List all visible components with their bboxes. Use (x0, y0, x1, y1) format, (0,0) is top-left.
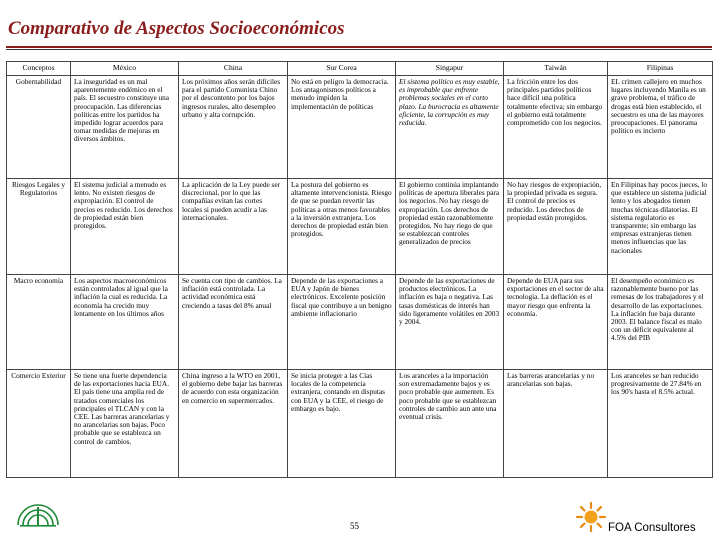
table-row (7, 275, 713, 370)
table-cell: Los aspectos macroeconómicos están controlados al igual que la inflación la cual es reducida. La economía ha crecido muy lentamente en los últimos años (71, 275, 179, 370)
column-header: China (179, 62, 288, 76)
table-cell: China ingreso a la WTO en 2001, el gobierno debe bajar las barreras de acuerdo con esta organización en comercio en supermercados. (179, 370, 288, 478)
row-header: Macro economía (7, 275, 71, 370)
table-cell: Los aranceles a la importación son extremadamente bajos y es poco probable que aumenten. Es poco probable que se establezcan controles de cambio aun ante una eventual crisis. (396, 370, 504, 478)
column-header: Filipinas (608, 62, 713, 76)
table-cell: La fricción entre los dos principales partidos políticos hace difícil una política totalmente efectiva; sin embargo el gobierno está totalmente comprometido con los negocios. (504, 76, 608, 179)
table-cell: El desempeño económico es razonablemente bueno por las remesas de los trabajadores y el desarrollo de las exportaciones. La inflación fue baja durante 2003. El balance fiscal es malo con un déficit equivalente al 4.5% del PIB (608, 275, 713, 370)
table-cell: Las barreras arancelarias y no arancelarias son bajas. (504, 370, 608, 478)
comparison-table (6, 61, 713, 478)
table-cell: La aplicación de la Ley puede ser discrecional, por lo que las compañías evitan las cortes locales si pueden acudir a las internacionales. (179, 179, 288, 275)
table-cell: No está en peligro la democracia. Los antagonismos políticos a menudo impiden la implementación de políticas (288, 76, 396, 179)
table-cell: Los próximos años serán difíciles para el partido Comunista Chino por el descontento por los bajos ingresos rurales, alto desempleo urbano y alta corrupción. (179, 76, 288, 179)
canieti-logo-icon (8, 501, 68, 535)
foa-consultores-brand: FOA Consultores (608, 522, 696, 534)
column-header: Singapur (396, 62, 504, 76)
table-cell: EL crimen callejero en muchos lugares incluyendo Manila es un grave problema, el tráfico de drogas está bien establecido, el secuestro es una de las mayores preocupaciones. El panorama político es incierto (608, 76, 713, 179)
table-cell: Depende de las exportaciones a EUA y Japón de bienes electrónicos. Excelente posición fiscal que contribuye a un benigno ambiente inflacionario (288, 275, 396, 370)
table-cell: El sistema político es muy estable, es improbable que enfrente problemas sociales en el corto plazo. La burocracia es altamente eficiente, la corrupción es muy reducida. (396, 76, 504, 179)
row-header: Riesgos Legales y Regulatorios (7, 179, 71, 275)
title-underline-thin (6, 49, 712, 50)
table-row (7, 76, 713, 179)
table-row (7, 370, 713, 478)
table-cell: Los aranceles se han reducido progresivamente de 27.84% en los 90's hasta el 8.5% actual. (608, 370, 713, 478)
table-cell: Se inicia proteger a las Cías locales de la competencia extranjera, contando en disputas con EUA y la CEE, el riesgo de embargo es bajo. (288, 370, 396, 478)
table-cell: La inseguridad es un mal aparentemente endémico en el país. El secuestro constituye una preocupación. Las diferencias políticas entre los partidos ha impedido lograr acuerdos para tomar medidas de mejoras en diversos ámbitos. (71, 76, 179, 179)
table-cell: Depende de EUA para sus exportaciones en el sector de alta tecnología. La deflación es el mayor riesgo que enfrenta la economía. (504, 275, 608, 370)
column-header: Taiwán (504, 62, 608, 76)
table-cell: Se cuenta con tipo de cambios. La inflación está controlada. La actividad económica está creciendo a tasas del 8% anual (179, 275, 288, 370)
table-cell: El sistema judicial a menudo es lento. No existen riesgos de expropiación. El control de precios es reducido. Los derechos de propiedad están bien protegidos. (71, 179, 179, 275)
page-number: 55 (350, 521, 359, 531)
row-header: Comercio Exterior (7, 370, 71, 478)
table-cell: Se tiene una fuerte dependencia de las exportaciones hacia EUA. El país tiene una amplia red de tratados comerciales los principales el TLCAN y con la CEE. Las barreras arancelarias y no arancelarias son bajas. Poco probable que se establezca un control de cambios. (71, 370, 179, 478)
table-cell: En Filipinas hay pocos jueces, lo que establece un sistema judicial lento y los abogados tienen muchas técnicas dilatorias. El sistema regulatorio es transparente; sin embargo las empresas extranjeras tienen menos influencias que las nacionales (608, 179, 713, 275)
table-row (7, 179, 713, 275)
column-header: México (71, 62, 179, 76)
table-header-row (7, 62, 713, 76)
page-title: Comparativo de Aspectos Socioeconómicos (8, 18, 345, 39)
foa-sun-logo-icon (574, 500, 608, 534)
column-header: Sur Corea (288, 62, 396, 76)
column-header: Conceptos (7, 62, 71, 76)
title-underline (6, 46, 712, 48)
row-header: Gobernabilidad (7, 76, 71, 179)
table-cell: Depende de las exportaciones de productos electrónicos. La inflación es baja o negativa. Las tasas domésticas de interés han sido ligeramente volátiles en 2003 y 2004. (396, 275, 504, 370)
table-cell: La postura del gobierno es altamente intervencionista. Riesgo de que se puedan revertir las políticas a otras menos favorables a la inversión extranjera. Los derechos de propiedad están bien protegidos. (288, 179, 396, 275)
table-cell: No hay riesgos de expropiación, la propiedad privada es segura. El control de precios es reducido. Los derechos de propiedad están protegidos. (504, 179, 608, 275)
table-cell: El gobierno continúa implantando políticas de apertura liberales para los negocios. No hay riesgo de expropiación. Los derechos de propiedad están razonablemente protegidos. No hay riego de que se establezcan controles generalizados de precios (396, 179, 504, 275)
